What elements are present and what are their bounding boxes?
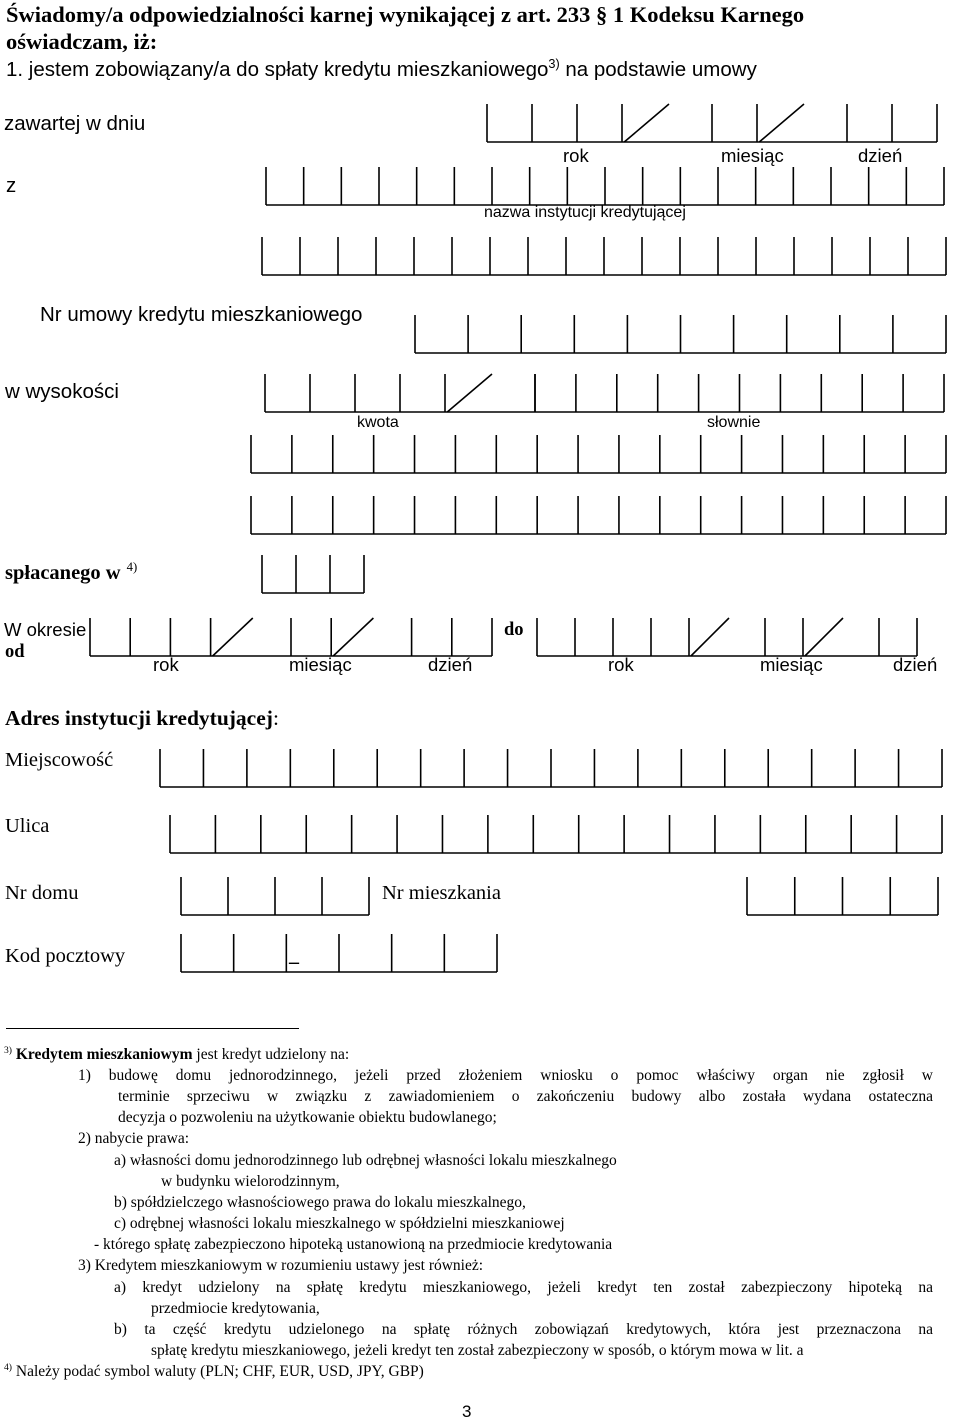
item-1-text: 1. jestem zobowiązany/a do spłaty kredytu mieszkaniowego [6, 58, 549, 81]
period-from-label: od [5, 642, 25, 662]
slownie-caption: słownie [707, 414, 761, 431]
city-label: Miejscowość [5, 749, 114, 771]
institution-label: z [6, 174, 17, 197]
house-number-label: Nr domu [5, 882, 79, 904]
footnote-4-text: Należy podać symbol waluty (PLN; CHF, EUR, USD, JPY, GBP) [15, 1363, 424, 1380]
postcode-field[interactable] [181, 934, 497, 972]
from-rok-caption: rok [153, 654, 179, 675]
period-to-label: do [504, 620, 524, 640]
institution-name-row-1[interactable] [266, 167, 944, 205]
contract-date-label: zawartej w dniu [4, 112, 146, 135]
address-heading-text: Adres instytucji kredytującej [5, 706, 273, 730]
apartment-number-label: Nr mieszkania [382, 882, 501, 904]
footnote-line: c) odrębnej własności lokalu mieszkalnego w spółdzielni mieszkaniowej [114, 1215, 565, 1232]
footnote-3-term: Kredytem mieszkaniowym [15, 1046, 193, 1063]
footnote-line: b) spółdzielczego własnościowego prawa do lokalu mieszkalnego, [114, 1194, 526, 1211]
footnote-4-mark: 4) [4, 1361, 12, 1373]
statement-line-2: oświadczam, iż: [6, 29, 158, 54]
amount-words-row-2[interactable] [251, 496, 946, 534]
contract-date-field[interactable] [487, 104, 937, 142]
statement-line-1: Świadomy/a odpowiedzialności karnej wynikającej z art. 233 § 1 Kodeksu Karnego [6, 2, 805, 27]
footnote-4-ref: 4) [126, 560, 138, 575]
footnote-line: b) ta część kredytu udzielonego na spłatę różnych zobowiązań kredytowych, która jest przeznaczona na [114, 1321, 933, 1338]
kwota-caption: kwota [357, 414, 399, 431]
date-dzien-caption: dzień [858, 145, 903, 166]
footnote-line: 1) budowę domu jednorodzinnego, jeżeli przed złożeniem wniosku o pomoc właściwy organ nie zgłosił w [78, 1067, 933, 1084]
date-rok-caption: rok [563, 145, 589, 166]
institution-caption: nazwa instytucji kredytującej [484, 204, 686, 221]
footnote-line: 3) Kredytem mieszkaniowym w rozumieniu ustawy jest również: [78, 1257, 484, 1274]
amount-kwota-field[interactable] [265, 374, 535, 412]
footnote-3-heading [4, 1044, 349, 1065]
footnote-4 [4, 1361, 424, 1382]
footnote-line: w budynku wielorodzinnym, [161, 1173, 340, 1190]
footnote-line: a) kredyt udzielony na spłatę kredytu mieszkaniowego, jeżeli kredyt ten został zabezpieczony hipoteką na [114, 1279, 933, 1296]
date-miesiac-caption: miesiąc [721, 145, 784, 166]
from-dzien-caption: dzień [428, 654, 473, 675]
amount-words-row-1[interactable] [251, 435, 946, 473]
footnote-3-intro: jest kredyt udzielony na: [192, 1046, 350, 1063]
footnote-3-mark: 3) [4, 1044, 12, 1056]
footnote-3-ref: 3) [548, 56, 560, 72]
period-label: W okresie [4, 619, 87, 640]
city-field[interactable] [160, 749, 942, 787]
footnote-line: przedmiocie kredytowania, [151, 1300, 320, 1317]
period-to-field[interactable] [537, 618, 917, 656]
footnote-line: decyzja o pozwoleniu na użytkowanie obiektu budowlanego; [118, 1109, 497, 1126]
apartment-number-field[interactable] [747, 877, 938, 915]
footnote-line: a) własności domu jednorodzinnego lub odrębnej własności lokalu mieszkalnego [114, 1152, 617, 1169]
item-1-suffix: na podstawie umowy [559, 58, 757, 81]
currency-label-text: spłacanego w [5, 562, 121, 584]
to-dzien-caption: dzień [893, 654, 938, 675]
period-from-field[interactable] [90, 618, 492, 656]
from-miesiac-caption: miesiąc [289, 654, 352, 675]
postcode-dash: _ [289, 944, 299, 966]
institution-name-row-2[interactable] [262, 237, 946, 275]
footnote-line: - którego spłatę zabezpieczono hipoteką ustanowioną na przedmiocie kredytowania [94, 1236, 613, 1253]
page-number: 3 [462, 1402, 472, 1421]
footnote-separator [6, 1028, 299, 1029]
street-label: Ulica [5, 815, 50, 837]
footnote-line: terminie sprzeciwu w związku z zawiadomieniem o zakończeniu budowy albo została wydana ostateczna [118, 1088, 933, 1105]
amount-slownie-field[interactable] [535, 374, 944, 412]
address-heading-colon: : [272, 706, 279, 730]
to-rok-caption: rok [608, 654, 634, 675]
to-miesiac-caption: miesiąc [760, 654, 823, 675]
contract-number-label: Nr umowy kredytu mieszkaniowego [40, 303, 363, 326]
amount-label: w wysokości [5, 380, 119, 403]
street-field[interactable] [170, 815, 942, 853]
contract-number-field[interactable] [415, 315, 946, 353]
postcode-label: Kod pocztowy [5, 945, 126, 967]
currency-field[interactable] [262, 555, 364, 593]
house-number-field[interactable] [181, 877, 369, 915]
footnote-line: 2) nabycie prawa: [78, 1130, 190, 1147]
footnote-line: spłatę kredytu mieszkaniowego, jeżeli kredyt ten został zabezpieczony w sposób, o którym mowa w lit. a [151, 1342, 804, 1359]
